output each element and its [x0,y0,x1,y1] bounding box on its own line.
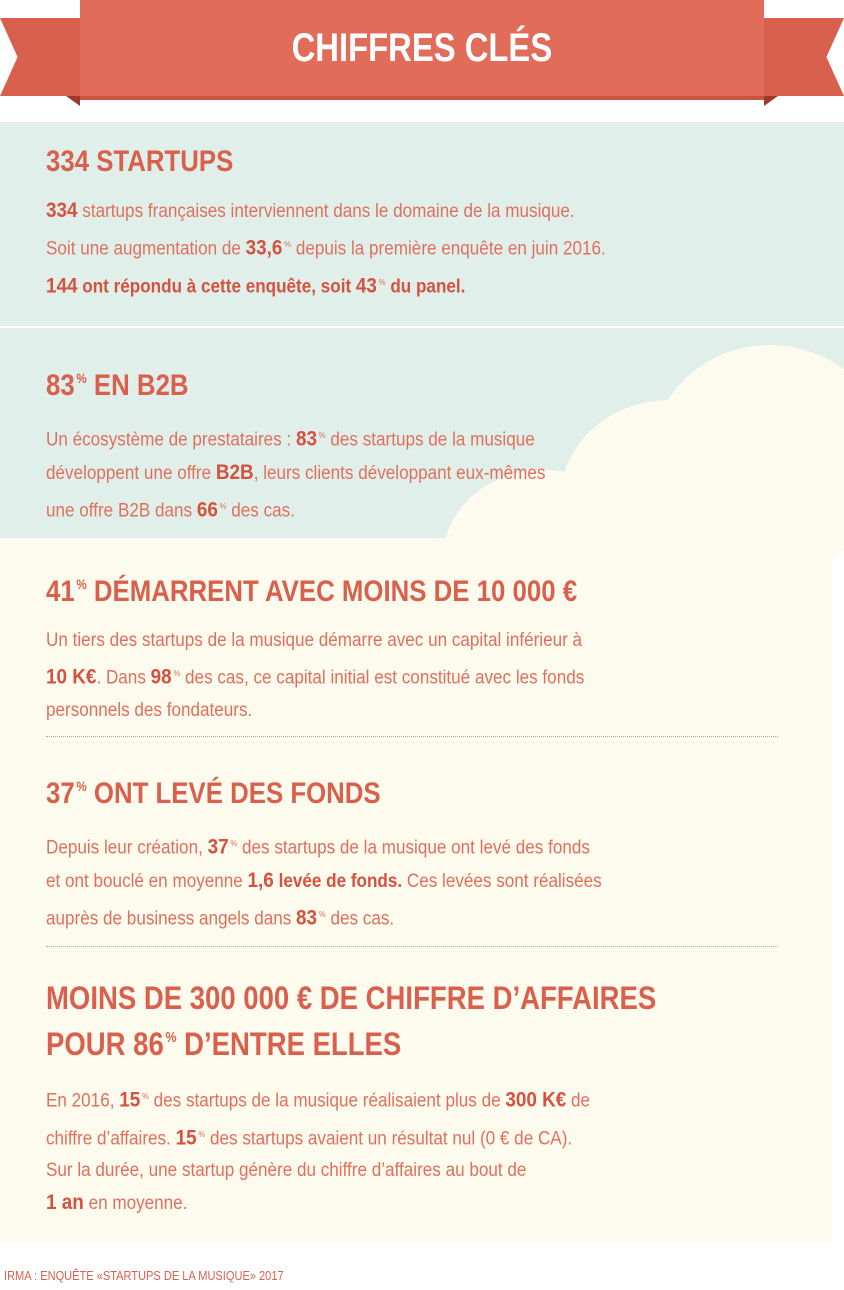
page-title: CHIFFRES CLÉS [291,25,553,70]
block-body: En 2016, 15 % des startups de la musique réalisaient plus de 300 K€ de chiffre d’affaires. 15 % des startups avaient un résultat nul (0 € de CA). Sur la durée, une startup génère du chiffre d’affaires au bout de 1 an en moyenne. [46,1088,591,1215]
block-body: Un écosystème de prestataires : 83 % des startups de la musique développent une offre B2B, leurs clients développant eux-mêmes une offre B2B dans 66 % des cas. [46,427,546,522]
block-funds [46,768,786,936]
ribbon-tail-left [0,18,80,96]
block-title: MOINS DE 300 000 € DE CHIFFRE D’AFFAIRES POUR 86 % D’ENTRE ELLES [46,980,657,1062]
block-capital [46,566,786,727]
block-b2b [46,360,786,528]
block-title: 41 % DÉMARRENT AVEC MOINS DE 10 000 € [46,575,578,609]
ribbon-tail-right [764,18,844,96]
source-footer: IRMA : ENQUÊTE «STARTUPS DE LA MUSIQUE» 2017 [4,1268,284,1283]
block-body: 334 startups françaises interviennent dans le domaine de la musique. Soit une augmentation de 33,6 % depuis la première enquête en juin 2016. 144 ont répondu à cette enquête, soit 43 % du panel. [46,199,606,298]
block-body: Un tiers des startups de la musique démarre avec un capital inférieur à 10 K€. Dans 98 % des cas, ce capital initial est constitué avec les fonds personnels des fondateurs. [46,630,585,721]
dotted-divider [46,736,778,737]
block-body: Depuis leur création, 37 % des startups de la musique ont levé des fonds et ont bouclé en moyenne 1,6 levée de fonds. Ces levées sont réalisées auprès de business angels dans 83 % des cas. [46,835,602,930]
block-title: 334 STARTUPS [46,145,234,178]
block-title: 83 % EN B2B [46,369,189,403]
block-revenue [46,978,786,1220]
block-startups [46,143,786,303]
ribbon-fold-left [66,96,80,106]
ribbon-fold-right [764,96,778,106]
dotted-divider [46,946,778,947]
block-title: 37 % ONT LEVÉ DES FONDS [46,777,381,811]
header-ribbon [80,0,764,100]
